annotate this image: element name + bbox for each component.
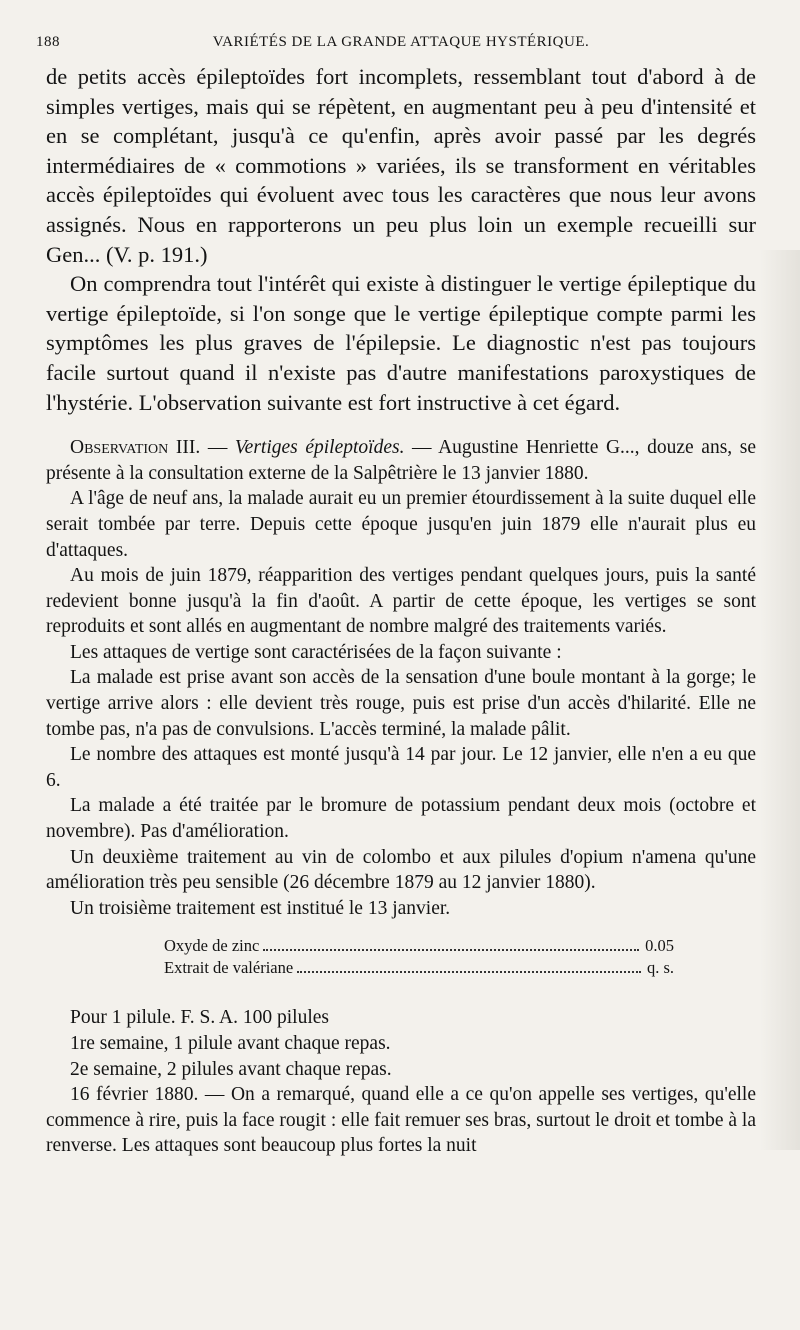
observation-paragraph: La malade est prise avant son accès de la sensation d'une boule montant à la gorge; le vertige arrive alors : elle devient très rouge, puis est prise d'un accès d'hilarité. Elle ne tombe pas, n'a pas de convulsions. L'accès terminé, la malade pâlit. bbox=[46, 667, 756, 740]
observation-dash: — bbox=[200, 437, 235, 459]
page-header bbox=[36, 28, 756, 62]
observation-heading bbox=[46, 435, 756, 486]
paragraph-vertige: On comprendra tout l'intérêt qui existe à distinguer le vertige épileptique du vertige épileptoïde, si l'on songe que le vertige épileptique compte parmi les symptômes les plus graves de l'épilepsie. Le diagnostic n'est pas toujours facile surtout quand il n'existe pas d'autre manifestations paroxystiques de l'hystérie. L'observation suivante est fort instructive à cet égard. bbox=[46, 271, 756, 415]
observation-paragraph: Un troisième traitement est institué le 13 janvier. bbox=[70, 897, 451, 919]
observation-label: Observation III. bbox=[70, 437, 201, 459]
leader-dots bbox=[297, 971, 641, 973]
ingredient-quantity: q. s. bbox=[646, 958, 674, 978]
observation-paragraph: Les attaques de vertige sont caractérisées de la façon suivante : bbox=[70, 641, 562, 663]
dosage-line: 1re semaine, 1 pilule avant chaque repas. bbox=[70, 1033, 391, 1054]
observation-paragraph: La malade a été traitée par le bromure de potassium pendant deux mois (octobre et novembre). Pas d'amélioration. bbox=[46, 795, 756, 843]
observation-followup: 16 février 1880. — On a remarqué, quand elle a ce qu'on appelle ses vertiges, qu'elle commence à rire, puis la face rougit : elle fait remuer ses bras, surtout le droit et tombe à la renverse. Les attaques sont beaucoup plus fortes la nuit bbox=[46, 1084, 756, 1157]
ingredient-name: Extrait de valériane bbox=[164, 958, 294, 978]
prescription bbox=[164, 935, 674, 979]
paragraph-continuation: de petits accès épileptoïdes fort incomplets, ressemblant tout d'abord à de simples vertiges, mais qui se répètent, en augmentant peu à peu d'intensité et en se complétant, jusqu'à ce qu'enfin, après avoir passé par les degrés intermédiaires de « commotions » variées, ils se transforment en véritables accès épileptoïdes qui évoluent avec tous les caractères que nous leur avons assignés. Nous en rapporterons un peu plus loin un exemple recueilli sur Gen... (V. p. 191.) bbox=[46, 64, 756, 267]
dosage-line: 2e semaine, 2 pilules avant chaque repas. bbox=[70, 1058, 392, 1080]
leader-dots bbox=[263, 949, 639, 951]
observation-paragraph: A l'âge de neuf ans, la malade aurait eu un premier étourdissement à la suite duquel elle serait tombée par terre. Depuis cette époque jusqu'en juin 1879 elle n'aurait plus eu d'attaques. bbox=[46, 488, 756, 561]
page-edge-shadow bbox=[760, 250, 800, 1150]
observation-paragraph: Un deuxième traitement au vin de colombo et aux pilules d'opium n'amena qu'une amélioration très peu sensible (26 décembre 1879 au 12 janvier 1880). bbox=[46, 846, 756, 894]
prescription-row bbox=[164, 957, 674, 979]
observation-paragraph: Le nombre des attaques est monté jusqu'à 14 par jour. Le 12 janvier, elle n'en a eu que 6. bbox=[46, 744, 756, 791]
running-title: VARIÉTÉS DE LA GRANDE ATTAQUE HYSTÉRIQUE. bbox=[212, 34, 590, 50]
ingredient-quantity: 0.05 bbox=[645, 936, 674, 956]
observation-paragraph: Au mois de juin 1879, réapparition des vertiges pendant quelques jours, puis la santé redevient bonne jusqu'à la fin d'août. A partir de cette époque, les vertiges se sont reproduits et sont allés en augmentant de nombre malgré des traitements variés. bbox=[46, 565, 756, 638]
observation-name: Vertiges épileptoïdes. bbox=[234, 437, 405, 459]
ingredient-name: Oxyde de zinc bbox=[164, 936, 260, 956]
observation-intro: — Augustine Henriette G..., douze ans, se présente à la consultation externe de la Salpêtrière le 13 janvier 1880. bbox=[46, 437, 756, 484]
prescription-row bbox=[164, 935, 674, 957]
page-number: 188 bbox=[36, 34, 60, 50]
body-text bbox=[46, 62, 756, 1159]
dosage-line: Pour 1 pilule. F. S. A. 100 pilules bbox=[70, 1007, 330, 1029]
